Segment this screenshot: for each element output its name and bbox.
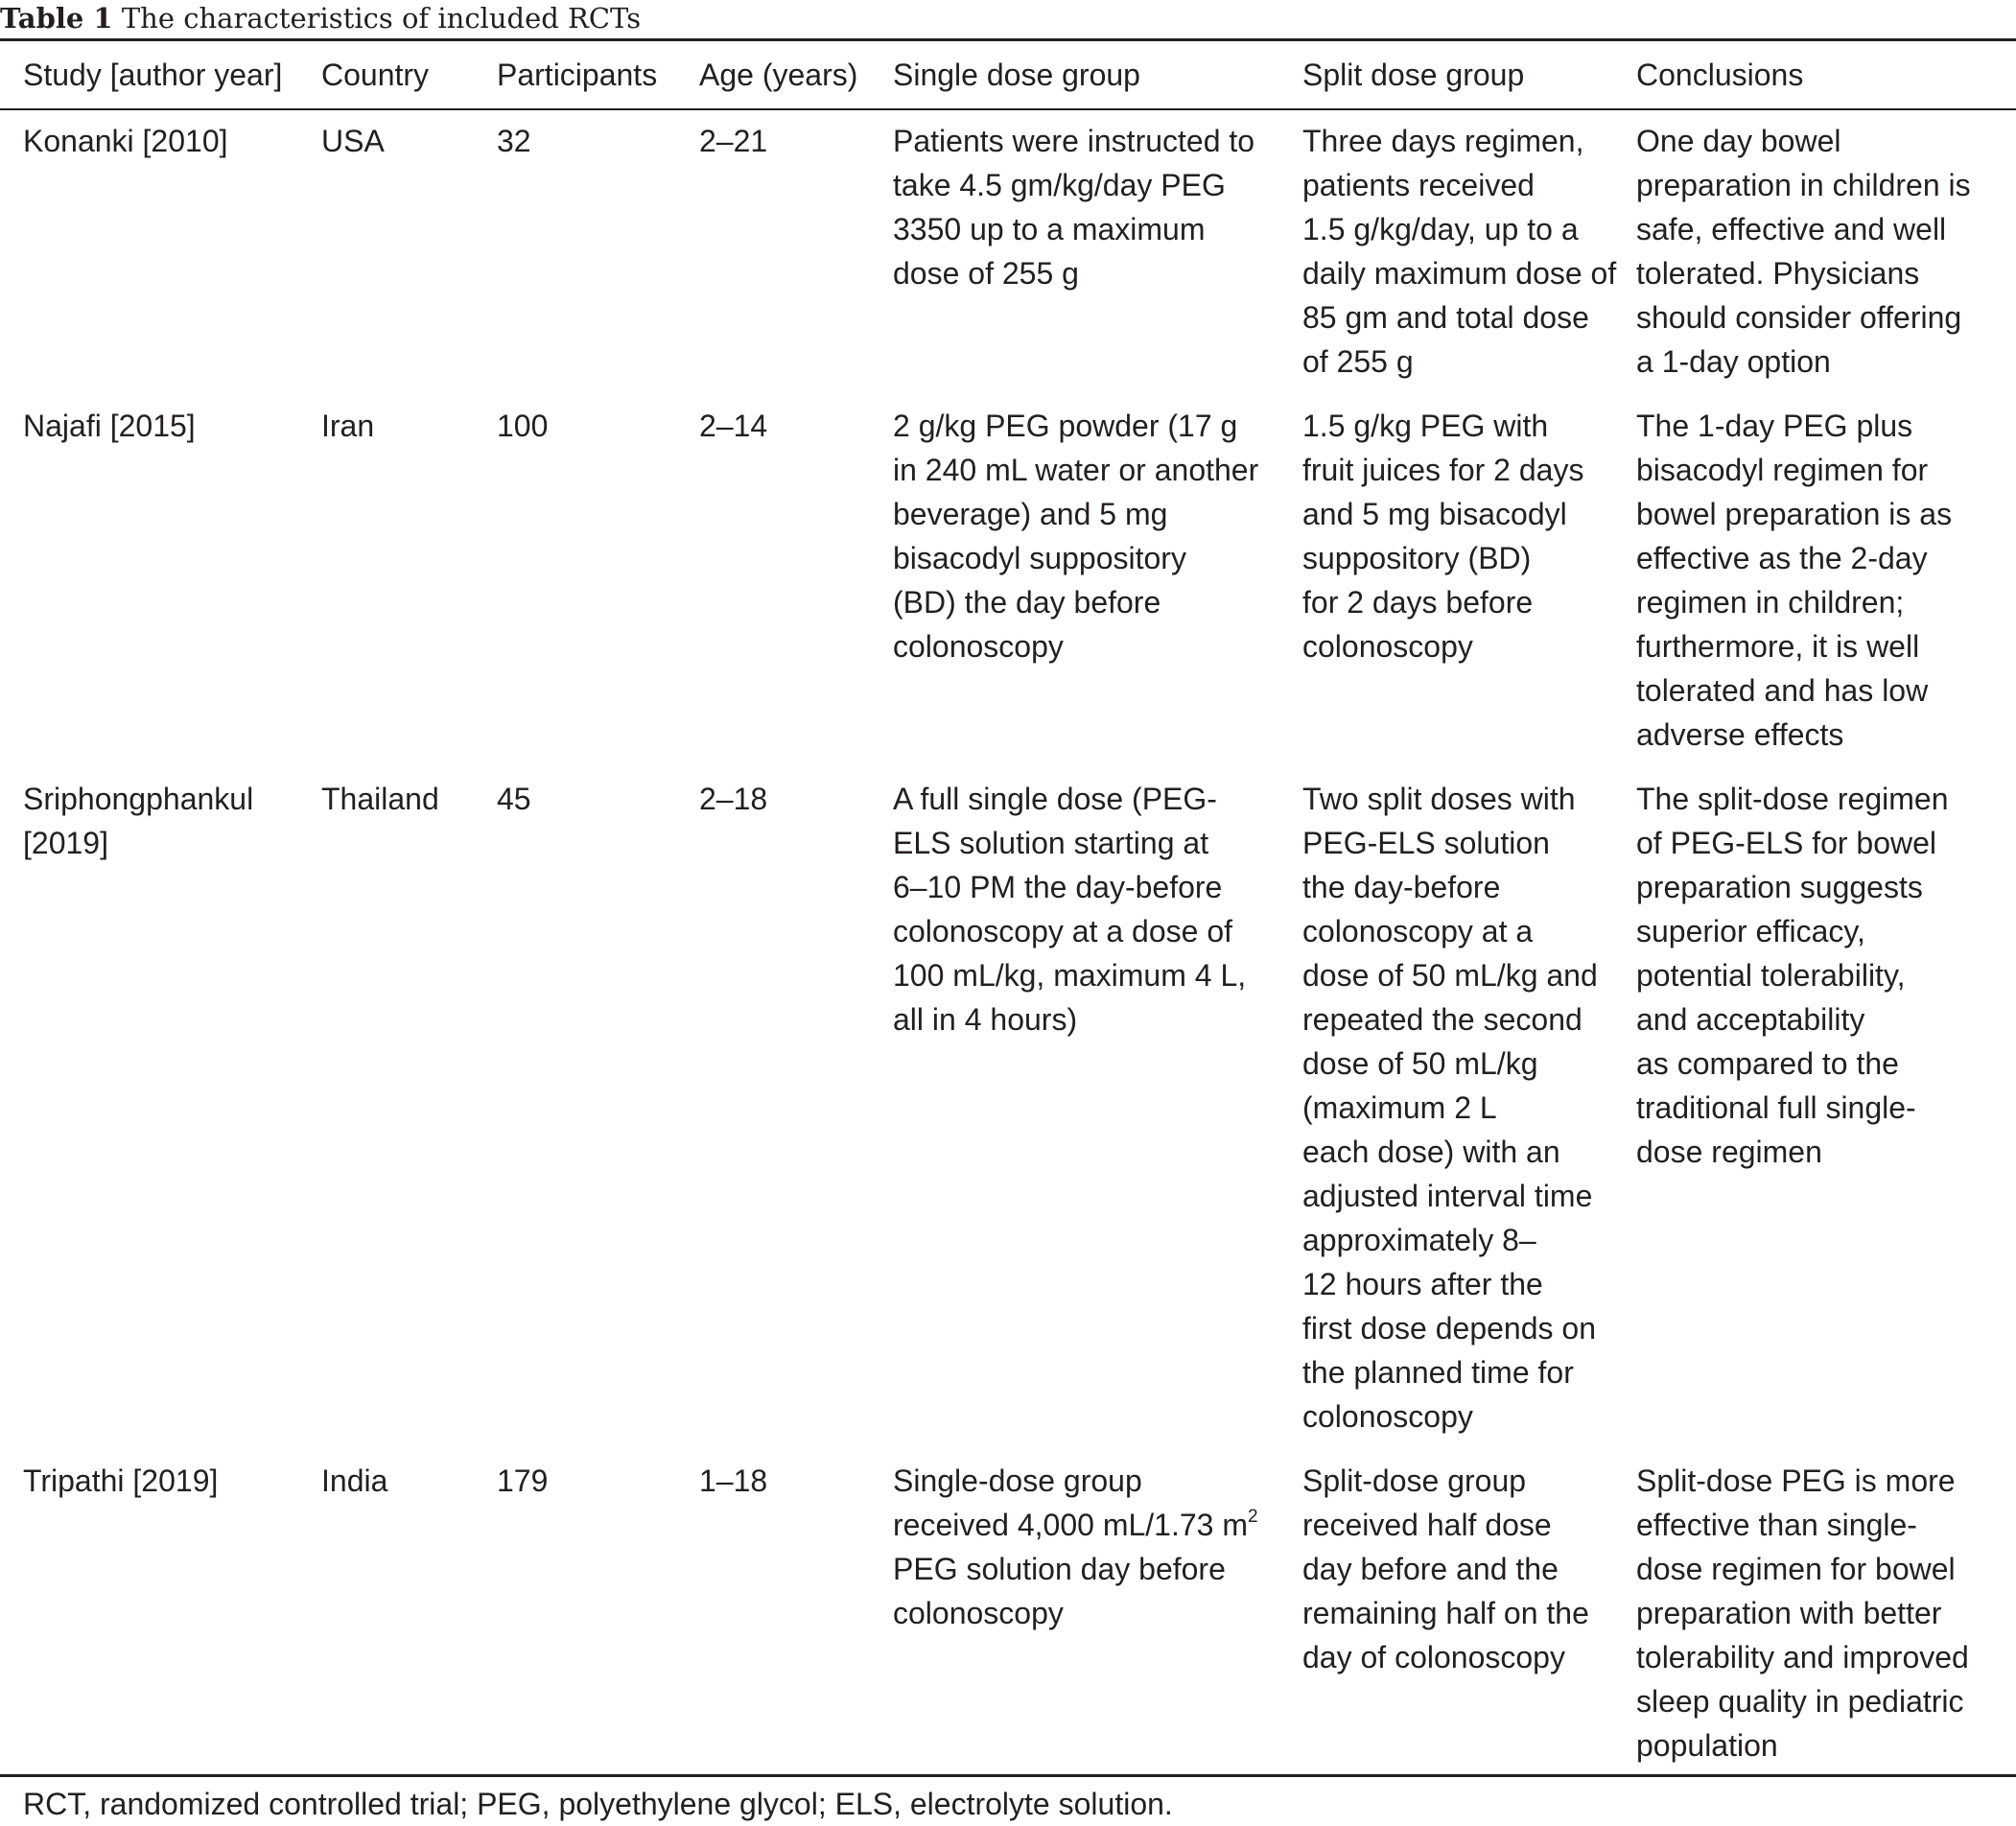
cell-split-line: 12 hours after the: [1302, 1267, 1543, 1301]
cell-country: Thailand: [321, 782, 439, 816]
cell-study-line: Najafi [2015]: [23, 409, 196, 443]
cell-split-line: Two split doses with: [1302, 782, 1576, 816]
cell-split-line: 1.5 g/kg/day, up to a: [1302, 212, 1579, 246]
cell-single-line: (BD) the day before: [893, 585, 1161, 620]
cell-age: 1–18: [699, 1463, 768, 1498]
cell-single-line: [893, 1503, 1258, 1547]
cell-country: India: [321, 1463, 388, 1498]
cell-split-line: first dose depends on: [1302, 1311, 1596, 1346]
cell-single-line: A full single dose (PEG-: [893, 782, 1217, 816]
cell-single-line: Patients were instructed to: [893, 124, 1255, 158]
cell-split-line: suppository (BD): [1302, 541, 1532, 575]
cell-split-line: of 255 g: [1302, 344, 1414, 379]
table-top-rule: [0, 38, 2016, 41]
cell-conclusions-line: of PEG-ELS for bowel: [1636, 826, 1937, 860]
cell-country: Iran: [321, 409, 375, 443]
superscript: 2: [1247, 1507, 1258, 1527]
cell-conclusions-line: preparation suggests: [1636, 870, 1923, 904]
cell-conclusions-line: Split-dose PEG is more: [1636, 1463, 1956, 1498]
cell-split-line: dose of 50 mL/kg: [1302, 1046, 1538, 1081]
cell-conclusions-line: should consider offering: [1636, 300, 1962, 335]
cell-conclusions-line: traditional full single-: [1636, 1090, 1916, 1125]
cell-conclusions-line: bowel preparation is as: [1636, 497, 1953, 531]
column-header-study: Study [author year]: [23, 58, 283, 92]
column-header-conclusions: Conclusions: [1636, 58, 1804, 92]
cell-conclusions-line: effective as the 2-day: [1636, 541, 1928, 575]
cell-conclusions-line: population: [1636, 1728, 1778, 1763]
cell-split-line: adjusted interval time: [1302, 1179, 1593, 1213]
cell-split-line: colonoscopy: [1302, 629, 1473, 664]
cell-conclusions-line: The split-dose regimen: [1636, 782, 1949, 816]
column-header-split-dose: Split dose group: [1302, 58, 1525, 92]
cell-split-line: colonoscopy: [1302, 1399, 1473, 1434]
cell-split-line: approximately 8–: [1302, 1223, 1536, 1257]
cell-single-line: ELS solution starting at: [893, 826, 1209, 860]
cell-conclusions-line: effective than single-: [1636, 1508, 1917, 1542]
table-caption-label: Table 1: [0, 2, 113, 35]
column-header-country: Country: [321, 58, 430, 92]
cell-split-line: each dose) with an: [1302, 1135, 1560, 1169]
cell-split-line: for 2 days before: [1302, 585, 1534, 620]
cell-single-line: 100 mL/kg, maximum 4 L,: [893, 958, 1247, 993]
cell-single-line: dose of 255 g: [893, 256, 1079, 291]
cell-split-line: Split-dose group: [1302, 1463, 1527, 1498]
cell-single-line: PEG solution day before: [893, 1552, 1226, 1586]
cell-conclusions-line: bisacodyl regimen for: [1636, 453, 1929, 487]
cell-split-line: the day-before: [1302, 870, 1501, 904]
cell-participants: 45: [497, 782, 531, 816]
cell-single-line: 2 g/kg PEG powder (17 g: [893, 409, 1238, 443]
cell-conclusions-line: sleep quality in pediatric: [1636, 1684, 1964, 1719]
table-bottom-rule: [0, 1774, 2016, 1777]
column-header-age: Age (years): [699, 58, 858, 92]
table-footnote: RCT, randomized controlled trial; PEG, polyethylene glycol; ELS, electrolyte solution.: [23, 1787, 1173, 1821]
cell-split-line: dose of 50 mL/kg and: [1302, 958, 1598, 993]
table-caption: [0, 2, 641, 38]
cell-single-line: Single-dose group: [893, 1463, 1142, 1498]
cell-study-line: Sriphongphankul: [23, 782, 254, 816]
cell-country: USA: [321, 124, 385, 158]
cell-conclusions-line: a 1-day option: [1636, 344, 1831, 379]
table-caption-title: The characteristics of included RCTs: [121, 2, 642, 35]
cell-split-line: 1.5 g/kg PEG with: [1302, 409, 1549, 443]
cell-conclusions-line: dose regimen: [1636, 1135, 1822, 1169]
cell-participants: 32: [497, 124, 531, 158]
cell-conclusions-line: tolerability and improved: [1636, 1640, 1969, 1674]
cell-split-line: daily maximum dose of: [1302, 256, 1617, 291]
cell-single-line: take 4.5 gm/kg/day PEG: [893, 168, 1226, 202]
cell-split-line: patients received: [1302, 168, 1535, 202]
cell-conclusions-line: preparation with better: [1636, 1596, 1942, 1630]
cell-single-line: colonoscopy: [893, 1596, 1064, 1630]
cell-conclusions-line: and acceptability: [1636, 1002, 1865, 1037]
cell-conclusions-line: superior efficacy,: [1636, 914, 1865, 948]
cell-study-line: Tripathi [2019]: [23, 1463, 219, 1498]
cell-split-line: fruit juices for 2 days: [1302, 453, 1584, 487]
cell-conclusions-line: adverse effects: [1636, 717, 1844, 752]
cell-conclusions-line: safe, effective and well: [1636, 212, 1947, 246]
cell-age: 2–18: [699, 782, 768, 816]
column-header-participants: Participants: [497, 58, 658, 92]
cell-age: 2–14: [699, 409, 768, 443]
cell-conclusions-line: potential tolerability,: [1636, 958, 1906, 993]
cell-split-line: PEG-ELS solution: [1302, 826, 1550, 860]
cell-single-line: beverage) and 5 mg: [893, 497, 1168, 531]
cell-split-line: Three days regimen,: [1302, 124, 1584, 158]
cell-single-line: all in 4 hours): [893, 1002, 1078, 1037]
column-header-single-dose: Single dose group: [893, 58, 1140, 92]
cell-split-line: remaining half on the: [1302, 1596, 1589, 1630]
cell-split-line: day of colonoscopy: [1302, 1640, 1565, 1674]
cell-conclusions-line: regimen in children;: [1636, 585, 1905, 620]
table-header-rule: [0, 108, 2016, 110]
cell-split-line: colonoscopy at a: [1302, 914, 1534, 948]
cell-split-line: day before and the: [1302, 1552, 1559, 1586]
cell-single-line: colonoscopy at a dose of: [893, 914, 1233, 948]
cell-conclusions-line: preparation in children is: [1636, 168, 1971, 202]
cell-conclusions-line: as compared to the: [1636, 1046, 1899, 1081]
cell-conclusions-line: tolerated. Physicians: [1636, 256, 1920, 291]
cell-split-line: 85 gm and total dose: [1302, 300, 1589, 335]
cell-split-line: repeated the second: [1302, 1002, 1582, 1037]
cell-split-line: received half dose: [1302, 1508, 1552, 1542]
cell-study-line: [2019]: [23, 826, 108, 860]
cell-participants: 100: [497, 409, 549, 443]
cell-conclusions-line: The 1-day PEG plus: [1636, 409, 1913, 443]
cell-age: 2–21: [699, 124, 768, 158]
cell-participants: 179: [497, 1463, 549, 1498]
cell-split-line: the planned time for: [1302, 1355, 1574, 1390]
cell-conclusions-line: tolerated and has low: [1636, 673, 1929, 708]
cell-single-line: 3350 up to a maximum: [893, 212, 1206, 246]
cell-single-line: 6–10 PM the day-before: [893, 870, 1223, 904]
cell-study-line: Konanki [2010]: [23, 124, 228, 158]
cell-single-line-text: received 4,000 mL/1.73 m: [893, 1508, 1248, 1542]
cell-single-line: colonoscopy: [893, 629, 1064, 664]
cell-single-line: in 240 mL water or another: [893, 453, 1259, 487]
cell-single-line: bisacodyl suppository: [893, 541, 1186, 575]
cell-split-line: (maximum 2 L: [1302, 1090, 1497, 1125]
cell-conclusions-line: One day bowel: [1636, 124, 1841, 158]
cell-split-line: and 5 mg bisacodyl: [1302, 497, 1567, 531]
cell-conclusions-line: furthermore, it is well: [1636, 629, 1920, 664]
cell-conclusions-line: dose regimen for bowel: [1636, 1552, 1956, 1586]
